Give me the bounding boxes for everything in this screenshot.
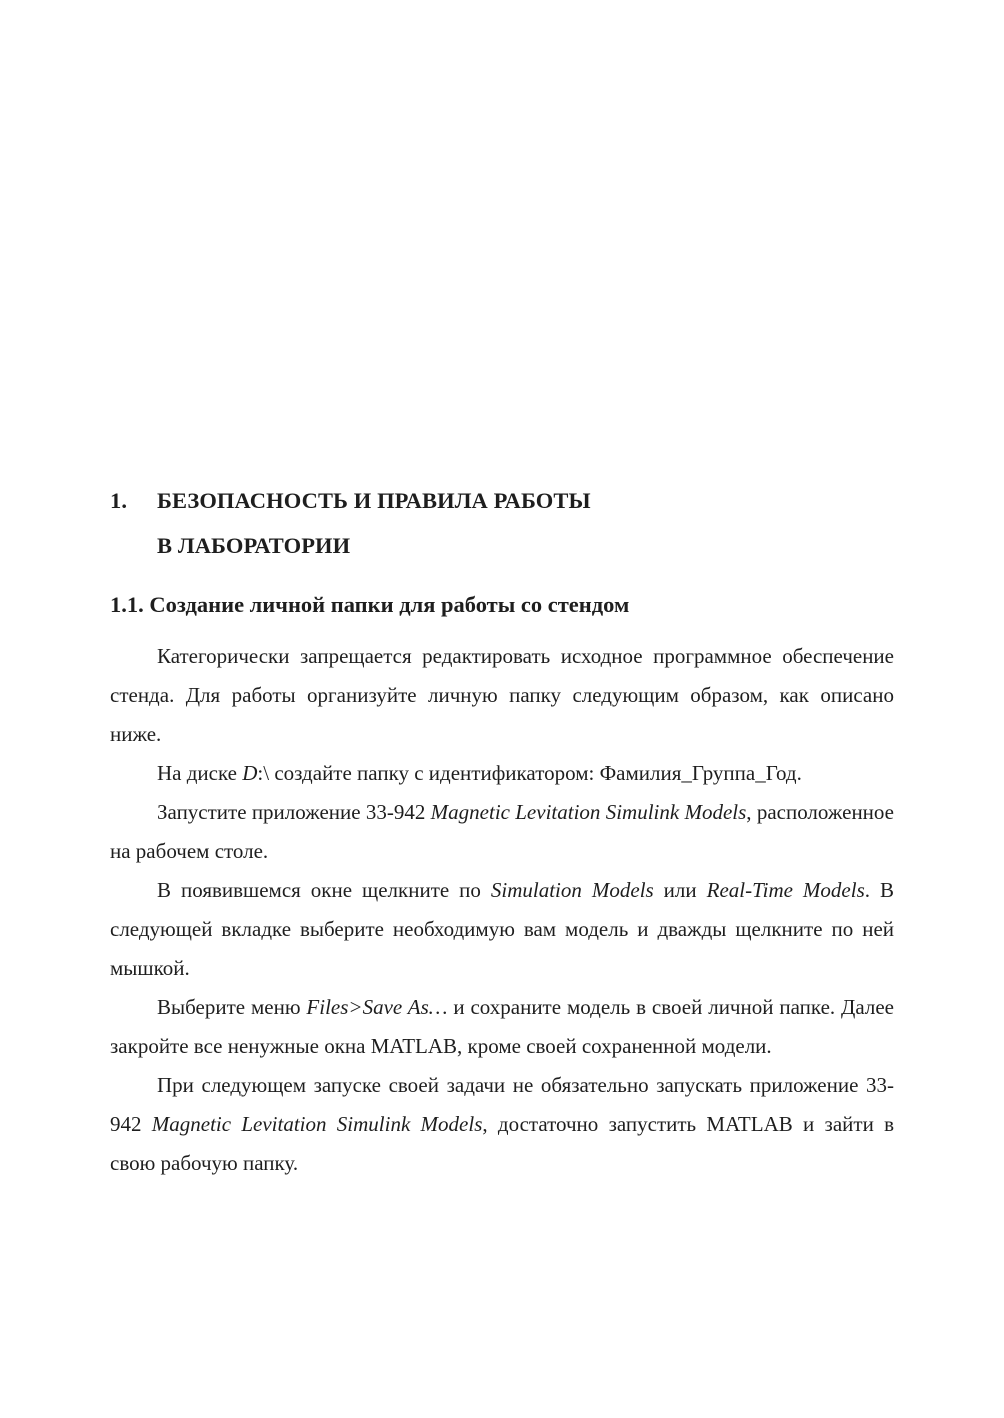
- chapter-number: 1.: [110, 488, 128, 513]
- paragraph-6-text-a: При следующем запуске своей задачи не обязательно запускать приложение 33-942: [110, 1073, 894, 1136]
- body-text: [110, 637, 894, 1183]
- paragraph-2-text-b: :\ создайте папку с идентификатором: Фамилия_Группа_Год.: [257, 761, 802, 785]
- paragraph-2-text-a: На диске: [157, 761, 243, 785]
- paragraph-3: [110, 793, 894, 871]
- paragraph-5-text-a: Выберите меню: [157, 995, 307, 1019]
- paragraph-1: Категорически запрещается редактировать исходное программное обеспечение стенда. Для работы организуйте личную папку следующим образом, как описано ниже.: [110, 644, 894, 746]
- menu-path: Files>Save As…: [306, 995, 448, 1019]
- paragraph-6: [110, 1066, 894, 1183]
- drive-letter: D: [242, 761, 258, 785]
- paragraph-5: [110, 988, 894, 1066]
- paragraph-2: [110, 754, 894, 793]
- paragraph-6-text-b: , достаточно запустить MATLAB и зайти в свою рабочую папку.: [110, 1112, 894, 1175]
- section-heading: 1.1. Создание личной папки для работы со стендом: [110, 592, 630, 617]
- paragraph-5-text-b: и сохраните модель в своей личной папке. Далее закройте все ненужные окна MATLAB, кроме своей сохраненной модели.: [110, 995, 894, 1058]
- paragraph-4: [110, 871, 894, 988]
- app-name-2: Magnetic Levitation Simulink Models: [151, 1112, 483, 1136]
- app-name: Magnetic Levitation Simulink Models: [430, 800, 747, 824]
- paragraph-4-text-c: . В следующей вкладке выберите необходимую вам модель и дважды щелкните по ней мышкой.: [110, 878, 894, 980]
- paragraph-4-text-a: В появившемся окне щелкните по: [157, 878, 491, 902]
- chapter-title-line-2: В ЛАБОРАТОРИИ: [157, 533, 351, 558]
- real-time-models-option: Real-Time Models: [706, 878, 865, 902]
- chapter-title-line-1: [110, 478, 894, 523]
- paragraph-3-text-b: , расположенное на рабочем столе.: [110, 800, 894, 863]
- paragraph-4-text-b: или: [653, 878, 707, 902]
- simulation-models-option: Simulation Models: [490, 878, 654, 902]
- chapter-title-text-1: БЕЗОПАСНОСТЬ И ПРАВИЛА РАБОТЫ: [157, 488, 591, 513]
- paragraph-3-text-a: Запустите приложение 33-942: [157, 800, 431, 824]
- chapter-heading: [110, 478, 894, 568]
